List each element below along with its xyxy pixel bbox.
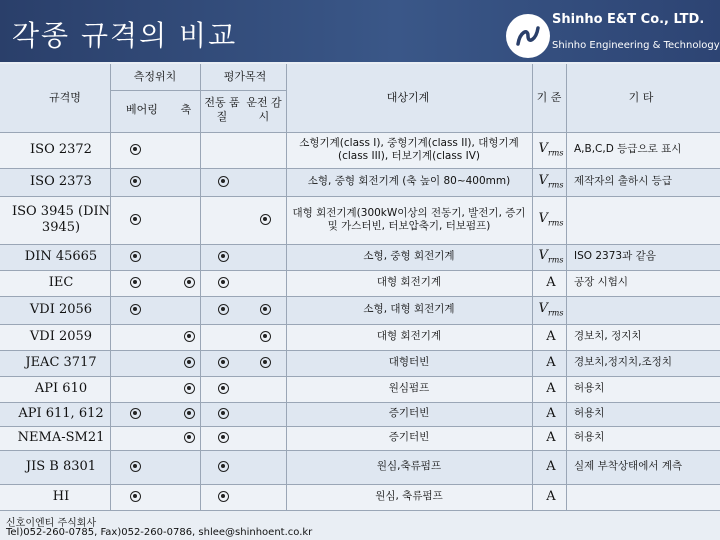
target-machine: 원심, 축류펌프 xyxy=(375,490,443,503)
basis-value: $V_{rms}$ xyxy=(538,173,564,190)
check-circle-icon xyxy=(218,408,229,419)
check-circle-icon xyxy=(218,491,229,502)
standard-name: JEAC 3717 xyxy=(25,354,97,370)
basis-value: A xyxy=(546,354,556,370)
standard-name: JIS B 8301 xyxy=(25,458,97,474)
basis-value: A xyxy=(546,429,556,445)
standard-name: ISO 2373 xyxy=(30,173,92,189)
standard-name: IEC xyxy=(48,274,74,290)
target-machine: 증기터빈 xyxy=(388,407,430,420)
header-divider xyxy=(110,90,286,91)
footer-contact: Tel)052-260-0785, Fax)052-260-0786, shlee@shinhoent.co.kr xyxy=(6,527,313,538)
check-circle-icon xyxy=(184,408,195,419)
check-circle-icon xyxy=(130,176,141,187)
other-note: 허용치 xyxy=(574,407,605,420)
header-eval-group: 평가목적 xyxy=(223,70,267,84)
row-divider xyxy=(0,510,720,511)
header-bearing: 베어링 xyxy=(126,103,158,117)
other-note xyxy=(572,484,716,510)
check-circle-icon xyxy=(130,461,141,472)
target-machine: 소형, 중형 회전기계 xyxy=(363,250,455,263)
target-machine: 대형터빈 xyxy=(388,356,430,369)
company-logo-icon xyxy=(506,14,550,58)
check-circle-icon xyxy=(130,251,141,262)
column-divider xyxy=(566,64,567,510)
check-circle-icon xyxy=(184,432,195,443)
check-circle-icon xyxy=(260,357,271,368)
standard-name: ISO 3945 (DIN 3945) xyxy=(11,203,111,235)
check-circle-icon xyxy=(218,304,229,315)
target-machine: 대형 회전기계 xyxy=(376,330,442,343)
check-circle-icon xyxy=(260,214,271,225)
check-circle-icon xyxy=(218,277,229,288)
check-circle-icon xyxy=(130,304,141,315)
check-circle-icon xyxy=(130,491,141,502)
header-standard: 규격명 xyxy=(49,91,81,105)
column-divider xyxy=(110,64,111,510)
target-machine: 대형 회전기계(300kW이상의 전동기, 발전기, 증기 및 가스터빈, 터보압축기, 터보펌프) xyxy=(292,206,526,232)
other-note: 허용치 xyxy=(574,382,605,395)
title-banner xyxy=(0,0,720,62)
other-note: ISO 2373과 같음 xyxy=(574,250,656,263)
basis-value: $V_{rms}$ xyxy=(538,248,564,265)
header-shaft: 축 xyxy=(180,103,192,117)
standard-name: HI xyxy=(52,488,70,504)
basis-value: $V_{rms}$ xyxy=(538,211,564,228)
target-machine: 소형, 대형 회전기계 xyxy=(363,303,455,316)
other-note: A,B,C,D 등급으로 표시 xyxy=(574,143,682,156)
target-machine: 증기터빈 xyxy=(388,431,430,444)
header-target: 대상기계 xyxy=(386,91,430,105)
other-note: 경보치,정지치,조정치 xyxy=(574,356,672,369)
target-machine: 원심펌프 xyxy=(388,382,430,395)
column-divider xyxy=(532,64,533,510)
standard-name: VDI 2056 xyxy=(29,301,93,317)
column-divider xyxy=(200,64,201,510)
company-name: Shinho E&T Co., LTD. xyxy=(552,12,705,27)
company-subtitle: Shinho Engineering & Technology xyxy=(552,40,720,51)
check-circle-icon xyxy=(184,331,195,342)
footer-company: 신호이엔티 주식회사 xyxy=(6,518,97,529)
check-circle-icon xyxy=(260,331,271,342)
check-circle-icon xyxy=(218,176,229,187)
other-note xyxy=(572,296,716,324)
header-operation: 운전 감시 xyxy=(246,96,282,123)
basis-value: A xyxy=(546,405,556,421)
target-machine: 대형 회전기계 xyxy=(376,276,442,289)
header-transmission: 전동 품질 xyxy=(204,96,240,123)
other-note: 공장 시험시 xyxy=(574,276,629,289)
standard-name: API 610 xyxy=(34,380,88,396)
standard-name: ISO 2372 xyxy=(30,141,92,157)
basis-value: A xyxy=(546,458,556,474)
check-circle-icon xyxy=(260,304,271,315)
other-note: 제작자의 출하시 등급 xyxy=(574,175,672,188)
check-circle-icon xyxy=(130,277,141,288)
check-circle-icon xyxy=(218,383,229,394)
check-circle-icon xyxy=(184,277,195,288)
other-note: 허용치 xyxy=(574,431,605,444)
target-machine: 소형, 중형 회전기계 (축 높이 80~400mm) xyxy=(307,175,511,188)
target-machine: 소형기계(class I), 중형기계(class II), 대형기계(class III), 터보기계(class IV) xyxy=(299,136,519,162)
check-circle-icon xyxy=(218,251,229,262)
check-circle-icon xyxy=(184,357,195,368)
check-circle-icon xyxy=(218,461,229,472)
basis-value: A xyxy=(546,328,556,344)
column-divider xyxy=(286,64,287,510)
check-circle-icon xyxy=(218,432,229,443)
check-circle-icon xyxy=(184,383,195,394)
basis-value: A xyxy=(546,488,556,504)
basis-value: A xyxy=(546,274,556,290)
check-circle-icon xyxy=(130,408,141,419)
other-note xyxy=(572,196,716,244)
header-measure-group: 측정위치 xyxy=(133,70,177,84)
check-circle-icon xyxy=(130,144,141,155)
basis-value: A xyxy=(546,380,556,396)
header-basis: 기 준 xyxy=(536,91,562,105)
target-machine: 원심,축류펌프 xyxy=(376,460,442,473)
other-note: 실제 부착상태에서 계측 xyxy=(574,460,683,473)
header-other: 기 타 xyxy=(628,91,654,105)
standard-name: NEMA-SM21 xyxy=(17,429,105,445)
page-title: 각종 규격의 비교 xyxy=(12,19,238,52)
check-circle-icon xyxy=(218,357,229,368)
standard-name: DIN 45665 xyxy=(24,248,98,264)
basis-value: $V_{rms}$ xyxy=(538,141,564,158)
standard-name: API 611, 612 xyxy=(18,405,104,421)
other-note: 경보치, 정지치 xyxy=(574,330,642,343)
standard-name: VDI 2059 xyxy=(29,328,93,344)
check-circle-icon xyxy=(130,214,141,225)
basis-value: $V_{rms}$ xyxy=(538,301,564,318)
